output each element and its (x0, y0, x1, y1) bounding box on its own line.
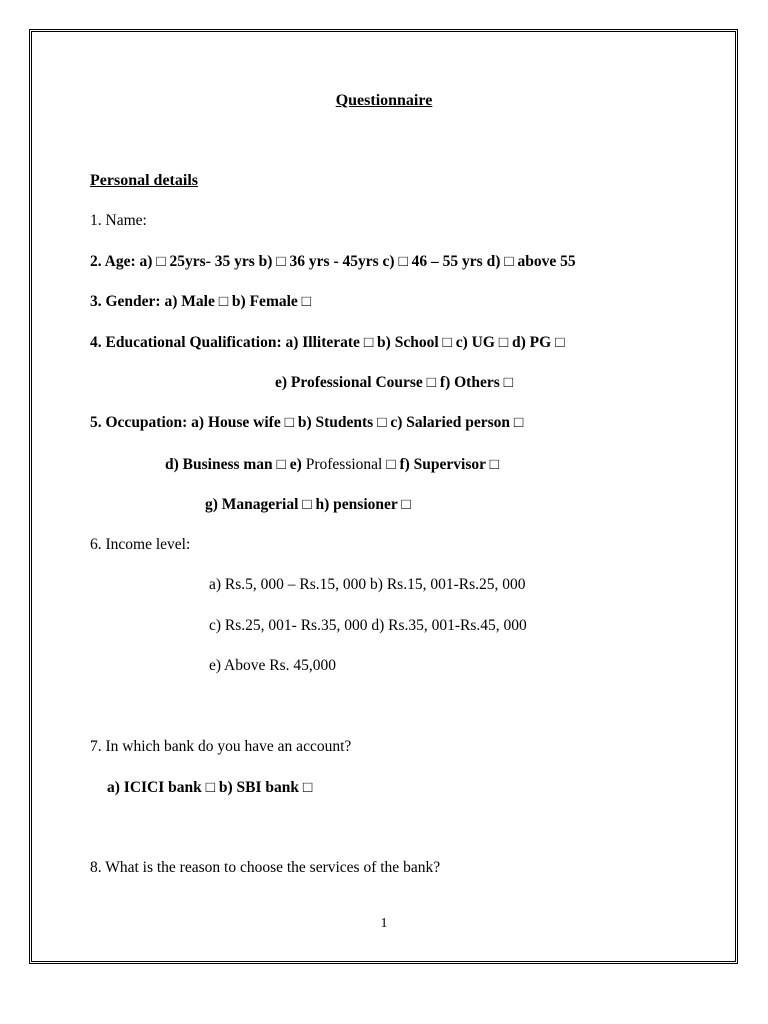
section-heading-personal-details: Personal details (90, 172, 198, 189)
question-gender: 3. Gender: a) Male □ b) Female □ (90, 293, 312, 310)
bank-options: a) ICICI bank □ b) SBI bank □ (107, 779, 313, 796)
income-option-e: e) Above Rs. 45,000 (209, 657, 337, 674)
question-income: 6. Income level: (90, 536, 191, 553)
question-reason: 8. What is the reason to choose the services of the bank? (90, 859, 441, 876)
page-number: 1 (380, 916, 388, 931)
question-name: 1. Name: (90, 212, 147, 229)
question-age-options: a) □ 25yrs- 35 yrs b) □ 36 yrs - 45yrs c) □ 46 – 55 yrs d) □ above 55 (139, 253, 576, 270)
occupation-line2-part-a: d) Business man □ e) (165, 456, 306, 473)
question-bank: 7. In which bank do you have an account? (90, 738, 352, 755)
occupation-line2-part-c: □ f) Supervisor □ (382, 456, 499, 473)
question-occupation-line1: 5. Occupation: a) House wife □ b) Students □ c) Salaried person □ (90, 414, 524, 431)
income-options-cd: c) Rs.25, 001- Rs.35, 000 d) Rs.35, 001-Rs.45, 000 (209, 617, 527, 634)
question-occupation-line3: g) Managerial □ h) pensioner □ (205, 496, 411, 513)
occupation-professional-label: Professional (305, 456, 383, 473)
question-age-prefix: 2. Age: (90, 253, 140, 270)
question-age (90, 252, 576, 272)
question-occupation-line2 (165, 455, 499, 475)
question-education-line1: 4. Educational Qualification: a) Illiterate □ b) School □ c) UG □ d) PG □ (90, 334, 565, 351)
question-education-line2: e) Professional Course □ f) Others □ (275, 374, 513, 391)
income-options-ab: a) Rs.5, 000 – Rs.15, 000 b) Rs.15, 001-Rs.25, 000 (209, 576, 526, 593)
document-title: Questionnaire (335, 92, 433, 109)
